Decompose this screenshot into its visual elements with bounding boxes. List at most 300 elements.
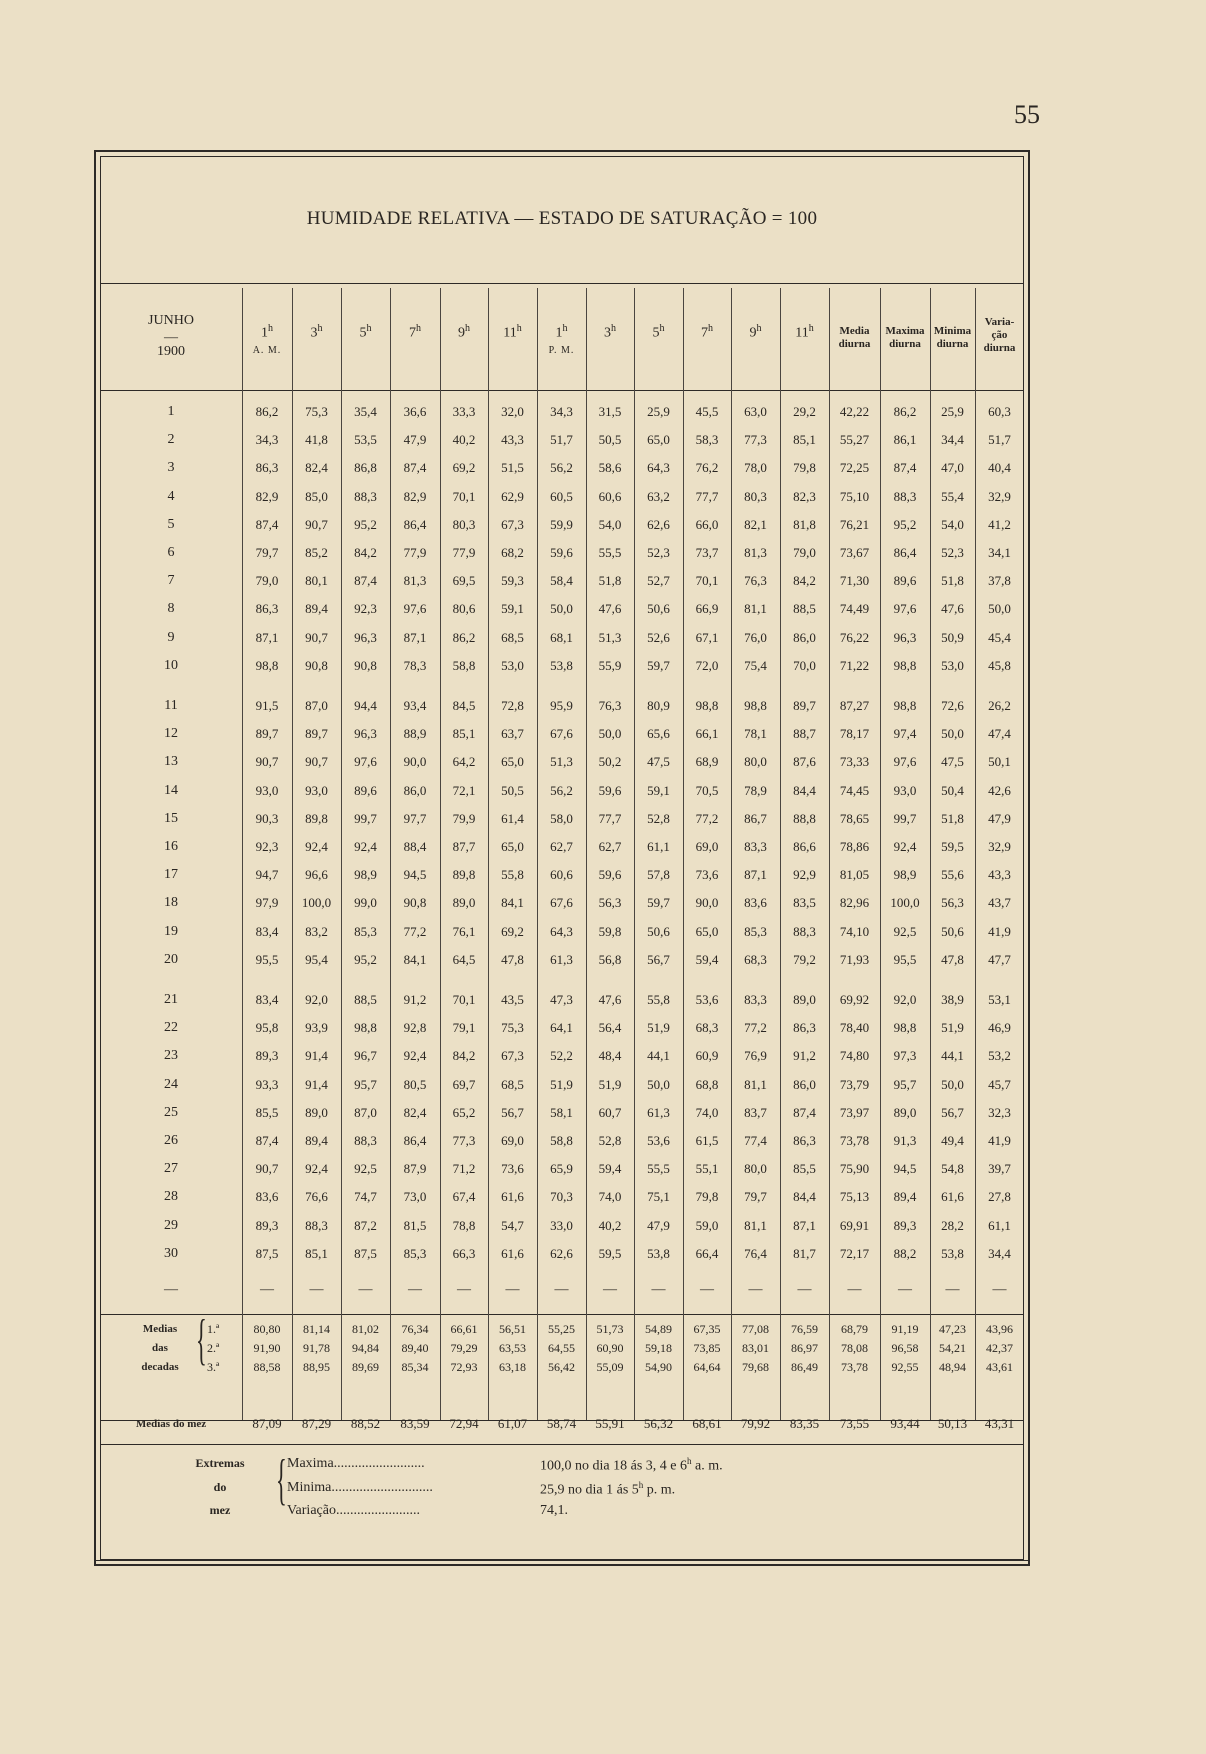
table-cell: 49,4	[941, 1133, 964, 1148]
dash-cell: —	[945, 1282, 960, 1297]
table-cell: 55,6	[941, 867, 964, 883]
table-cell: 84,2	[354, 545, 377, 560]
table-cell: 92,4	[403, 1048, 427, 1064]
table-cell: 83,2	[305, 923, 328, 939]
table-cell: 67,6	[550, 726, 573, 742]
decade-cell: 64,64	[693, 1360, 721, 1374]
dash-cell: —	[898, 1282, 912, 1297]
dash-cell: —	[992, 1282, 1007, 1297]
table-cell: 59,6	[550, 545, 573, 560]
table-cell: 55,9	[598, 657, 622, 673]
table-cell: 58,8	[452, 657, 476, 673]
table-cell: 33,0	[550, 1217, 573, 1233]
decade-cell: 43,61	[986, 1360, 1013, 1374]
table-cell: 31,5	[598, 404, 622, 419]
table-cell: 86,1	[893, 432, 917, 448]
table-cell: 67,6	[550, 895, 573, 911]
table-cell: 88,3	[893, 488, 917, 504]
table-cell: 55,27	[839, 432, 870, 448]
table-cell: 96,3	[893, 629, 917, 645]
table-cell: 98,8	[695, 698, 719, 713]
extreme-maxima-value: 100,0 no dia 18 ás 3, 4 e 6$^h$ a. m.	[540, 1456, 723, 1474]
decade-cell: 81,14	[303, 1322, 330, 1336]
table-cell: 78,86	[839, 839, 870, 854]
hour-header: 1$^h$ A. M.	[252, 323, 282, 356]
table-cell: 87,7	[452, 839, 476, 854]
table-cell: 76,3	[598, 698, 622, 713]
table-cell: 90,7	[255, 1161, 279, 1177]
table-cell: 51,3	[598, 629, 622, 645]
table-cell: 68,5	[501, 1076, 524, 1092]
table-cell: 47,4	[988, 726, 1011, 742]
month-mean-cell: 61,07	[497, 1416, 528, 1431]
table-cell: 47,6	[598, 601, 622, 617]
table-cell: 43,7	[988, 895, 1011, 911]
table-cell: 50,0	[598, 726, 622, 742]
table-cell: 62,7	[550, 839, 573, 854]
table-cell: 46,9	[988, 1020, 1011, 1036]
table-cell: 71,22	[839, 657, 870, 673]
table-cell: 60,6	[598, 488, 622, 504]
table-cell: 33,3	[452, 404, 476, 419]
stat-header: Maxima diurna	[885, 325, 925, 350]
table-cell: 94,7	[255, 867, 279, 883]
table-cell: 83,6	[744, 895, 767, 911]
table-cell: 88,8	[793, 810, 816, 826]
table-cell: 95,5	[255, 951, 279, 967]
table-cell: 92,0	[893, 992, 917, 1007]
table-cell: 89,3	[893, 1217, 917, 1233]
decade-cell: 60,90	[596, 1341, 624, 1355]
table-cell: 60,3	[988, 404, 1011, 419]
decade-cell: 66,61	[450, 1322, 478, 1336]
decade-cell: 89,40	[401, 1341, 429, 1355]
table-cell: 92,3	[354, 601, 377, 617]
decade-cell: 77,08	[742, 1322, 769, 1336]
table-cell: 92,0	[305, 992, 328, 1007]
table-cell: 50,2	[598, 754, 622, 770]
table-cell: 60,7	[598, 1104, 622, 1120]
day-number: 5	[167, 516, 175, 532]
table-cell: 85,5	[793, 1161, 816, 1177]
table-cell: 92,5	[893, 923, 917, 939]
table-cell: 98,9	[354, 867, 377, 883]
table-cell: 66,9	[695, 601, 719, 617]
table-cell: 40,2	[598, 1217, 622, 1233]
table-cell: 83,3	[744, 992, 767, 1007]
table-cell: 53,5	[354, 432, 377, 448]
table-cell: 81,1	[744, 601, 767, 617]
table-cell: 82,4	[305, 460, 328, 476]
table-cell: 50,4	[941, 782, 964, 798]
table-cell: 45,7	[988, 1076, 1011, 1092]
table-cell: 87,2	[354, 1217, 377, 1233]
table-cell: 96,7	[354, 1048, 377, 1064]
table-cell: 69,7	[452, 1076, 476, 1092]
table-cell: 70,1	[695, 573, 719, 589]
table-cell: 50,5	[598, 432, 622, 448]
dash-cell: —	[457, 1282, 471, 1297]
table-cell: 77,2	[403, 923, 427, 939]
table-cell: 47,8	[941, 951, 964, 967]
table-cell: 86,2	[893, 404, 917, 419]
day-number: 22	[164, 1020, 178, 1036]
table-cell: 59,1	[647, 782, 670, 798]
table-cell: 81,3	[403, 573, 427, 589]
table-cell: 87,6	[793, 754, 816, 770]
stub-dash: —	[164, 330, 178, 345]
table-cell: 74,7	[354, 1189, 377, 1205]
table-cell: 62,6	[647, 516, 670, 532]
decade-cell: 86,49	[791, 1360, 818, 1374]
table-cell: 92,9	[793, 867, 816, 883]
table-cell: 83,6	[255, 1189, 279, 1205]
day-number: 15	[164, 810, 178, 826]
table-cell: 73,33	[839, 754, 870, 770]
hour-header: 9$^h$	[458, 323, 470, 341]
table-cell: 51,8	[598, 573, 622, 589]
table-cell: 90,7	[255, 754, 279, 770]
table-cell: 95,2	[354, 516, 377, 532]
table-cell: 47,6	[598, 992, 622, 1007]
table-cell: 95,8	[255, 1020, 279, 1036]
table-cell: 95,5	[893, 951, 917, 967]
table-cell: 97,6	[403, 601, 427, 617]
table-cell: 58,8	[550, 1133, 573, 1148]
table-cell: 38,9	[941, 992, 964, 1007]
table-cell: 68,3	[744, 951, 767, 967]
table-cell: 53,8	[941, 1245, 964, 1261]
table-cell: 75,90	[839, 1161, 870, 1177]
table-cell: 53,6	[647, 1133, 670, 1148]
table-cell: 61,6	[501, 1189, 524, 1205]
table-cell: 88,3	[354, 488, 377, 504]
table-cell: 95,4	[305, 951, 328, 967]
table-cell: 98,8	[893, 698, 917, 713]
table-cell: 86,3	[255, 460, 279, 476]
table-cell: 50,5	[501, 782, 524, 798]
table-cell: 43,3	[501, 432, 524, 448]
table-cell: 54,8	[941, 1161, 964, 1177]
table-cell: 69,2	[501, 923, 524, 939]
table-cell: 80,1	[305, 573, 328, 589]
table-cell: 59,5	[941, 839, 964, 854]
table-cell: 67,3	[501, 1048, 524, 1064]
table-cell: 73,6	[695, 867, 719, 883]
table-cell: 58,4	[550, 573, 573, 589]
table-cell: 90,8	[403, 895, 427, 911]
extreme-maxima-label: Maxima..........................	[287, 1456, 425, 1471]
table-cell: 81,7	[793, 1245, 816, 1261]
decade-cell: 91,90	[253, 1341, 281, 1355]
table-cell: 75,3	[501, 1020, 524, 1036]
table-cell: 40,4	[988, 460, 1011, 476]
extreme-minima-value: 25,9 no dia 1 ás 5$^h$ p. m.	[540, 1480, 676, 1498]
table-cell: 56,2	[550, 460, 573, 476]
table-cell: 63,0	[744, 404, 767, 419]
table-cell: 45,5	[695, 404, 719, 419]
table-cell: 59,1	[501, 601, 524, 617]
table-cell: 69,5	[452, 573, 476, 589]
table-cell: 61,6	[941, 1189, 964, 1205]
table-cell: 71,2	[452, 1161, 476, 1177]
table-cell: 50,6	[941, 923, 964, 939]
table-cell: 76,1	[452, 923, 476, 939]
table-cell: 74,0	[695, 1104, 719, 1120]
table-cell: 41,8	[305, 432, 328, 448]
table-cell: 76,22	[839, 629, 870, 645]
table-rule	[100, 1314, 1024, 1315]
table-cell: 34,4	[988, 1245, 1011, 1261]
table-cell: 82,9	[403, 488, 427, 504]
extreme-minima-label: Minima.............................	[287, 1480, 433, 1495]
table-cell: 62,7	[598, 839, 622, 854]
table-cell: 55,8	[647, 992, 670, 1007]
table-cell: 59,4	[695, 951, 719, 967]
page-number: 55	[1014, 100, 1040, 129]
table-cell: 95,7	[354, 1076, 377, 1092]
table-cell: 65,6	[647, 726, 670, 742]
table-cell: 42,22	[839, 404, 870, 419]
table-cell: 87,27	[839, 698, 870, 713]
leader-dots: ........................	[335, 1503, 420, 1518]
table-cell: 75,4	[744, 657, 767, 673]
table-cell: 98,8	[744, 698, 767, 713]
dash-row-day: —	[164, 1282, 178, 1297]
decade-cell: 88,95	[303, 1360, 330, 1374]
extremes-label-2: do	[213, 1480, 227, 1494]
table-cell: 47,0	[941, 460, 964, 476]
table-cell: 56,3	[941, 895, 964, 911]
table-cell: 44,1	[647, 1048, 670, 1064]
table-cell: 70,0	[793, 657, 816, 673]
table-cell: 89,4	[893, 1189, 917, 1205]
table-cell: 26,2	[988, 698, 1011, 713]
table-cell: 87,4	[893, 460, 917, 476]
month-mean-cell: 93,44	[890, 1416, 920, 1431]
table-cell: 81,5	[403, 1217, 427, 1233]
table-cell: 89,6	[354, 782, 377, 798]
bottom-rule	[96, 1560, 1028, 1561]
table-cell: 84,4	[793, 782, 816, 798]
table-cell: 56,2	[550, 782, 573, 798]
table-cell: 89,6	[893, 573, 917, 589]
table-cell: 34,4	[941, 432, 964, 448]
table-cell: 73,6	[501, 1161, 524, 1177]
day-number: 9	[167, 629, 175, 645]
table-cell: 79,7	[744, 1189, 767, 1205]
table-cell: 86,3	[255, 601, 279, 617]
table-cell: 83,5	[793, 895, 816, 911]
table-cell: 64,3	[550, 923, 573, 939]
month-mean-cell: 83,59	[400, 1416, 430, 1431]
month-mean-cell: 68,61	[692, 1416, 722, 1431]
table-cell: 71,30	[839, 573, 870, 589]
table-cell: 89,7	[305, 726, 328, 742]
table-cell: 86,8	[354, 460, 377, 476]
month-mean-cell: 73,55	[839, 1416, 870, 1431]
table-cell: 68,8	[695, 1076, 719, 1092]
table-cell: 86,2	[255, 404, 279, 419]
table-cell: 78,9	[744, 782, 767, 798]
table-cell: 95,2	[354, 951, 377, 967]
table-cell: 93,0	[255, 782, 279, 798]
table-cell: 86,7	[744, 810, 767, 826]
table-cell: 53,0	[941, 657, 964, 673]
table-cell: 93,0	[305, 782, 328, 798]
table-cell: 99,7	[893, 810, 917, 826]
table-cell: 78,65	[839, 810, 870, 826]
table-cell: 82,1	[744, 516, 767, 532]
table-cell: 61,4	[501, 810, 524, 826]
table-cell: 73,0	[403, 1189, 427, 1205]
table-cell: 69,91	[839, 1217, 870, 1233]
table-cell: 50,6	[647, 923, 670, 939]
table-cell: 76,6	[305, 1189, 328, 1205]
table-cell: 92,3	[255, 839, 279, 854]
month-mean-cell: 79,92	[740, 1416, 771, 1431]
table-cell: 76,0	[744, 629, 767, 645]
table-cell: 77,3	[452, 1133, 476, 1148]
table-cell: 79,0	[255, 573, 279, 589]
table-cell: 58,3	[695, 432, 719, 448]
table-cell: 59,6	[598, 867, 622, 883]
table-cell: 98,9	[893, 867, 917, 883]
day-number: 30	[164, 1245, 178, 1261]
table-cell: 88,7	[793, 726, 816, 742]
table-cell: 51,5	[501, 460, 524, 476]
table-cell: 59,4	[598, 1161, 622, 1177]
table-cell: 52,6	[647, 629, 670, 645]
extreme-variacao-label: Variação........................	[287, 1503, 420, 1518]
table-cell: 53,2	[988, 1048, 1011, 1064]
decade-cell: 81,02	[352, 1322, 379, 1336]
table-cell: 82,96	[839, 895, 870, 911]
table-cell: 58,6	[598, 460, 622, 476]
table-cell: 41,9	[988, 923, 1011, 939]
dash-cell: —	[554, 1282, 569, 1297]
day-number: 6	[167, 545, 175, 560]
table-cell: 89,4	[305, 1133, 328, 1148]
table-cell: 95,9	[550, 698, 573, 713]
table-cell: 92,8	[403, 1020, 427, 1036]
table-cell: 79,7	[255, 545, 279, 560]
table-cell: 73,67	[839, 545, 870, 560]
table-cell: 47,8	[501, 951, 524, 967]
table-cell: 61,6	[501, 1245, 524, 1261]
table-cell: 47,5	[941, 754, 964, 770]
table-cell: 73,79	[839, 1076, 870, 1092]
table-cell: 79,1	[452, 1020, 476, 1036]
table-cell: 91,2	[793, 1048, 816, 1064]
month-mean-cell: 87,09	[252, 1416, 282, 1431]
table-cell: 91,3	[893, 1133, 917, 1148]
table-cell: 86,0	[793, 1076, 816, 1092]
table-cell: 37,8	[988, 573, 1011, 589]
table-cell: 92,4	[305, 839, 328, 854]
stat-header: Varia- ção diurna	[983, 316, 1016, 354]
table-cell: 80,6	[452, 601, 476, 617]
table-cell: 67,4	[452, 1189, 476, 1205]
table-cell: 55,5	[647, 1161, 670, 1177]
table-cell: 74,10	[839, 923, 870, 939]
table-cell: 55,8	[501, 867, 524, 883]
table-cell: 88,5	[354, 992, 377, 1007]
decade-cell: 63,18	[499, 1360, 526, 1374]
table-cell: 63,7	[501, 726, 524, 742]
month-mean-label: Medias do mez	[135, 1418, 207, 1430]
table-cell: 73,7	[695, 545, 719, 560]
decade-cell: 59,18	[645, 1341, 672, 1355]
day-number: 4	[167, 488, 175, 504]
table-cell: 59,7	[647, 657, 670, 673]
table-cell: 67,3	[501, 516, 524, 532]
table-cell: 53,8	[647, 1245, 670, 1261]
table-cell: 52,8	[598, 1133, 622, 1148]
day-number: 21	[164, 992, 178, 1007]
table-cell: 87,9	[403, 1161, 427, 1177]
dash-cell: —	[603, 1282, 617, 1297]
stat-header: Media diurna	[838, 325, 871, 350]
table-cell: 90,7	[305, 629, 328, 645]
decade-label: das	[152, 1342, 168, 1354]
dash-cell: —	[797, 1282, 812, 1297]
table-cell: 87,0	[354, 1104, 377, 1120]
day-number: 7	[167, 573, 175, 589]
table-cell: 59,9	[550, 516, 573, 532]
month-mean-cell: 43,31	[984, 1416, 1015, 1431]
table-cell: 72,8	[501, 698, 524, 713]
table-cell: 90,8	[354, 657, 377, 673]
table-cell: 76,9	[744, 1048, 767, 1064]
table-cell: 77,9	[452, 545, 476, 560]
table-cell: 89,7	[255, 726, 279, 742]
table-cell: 77,2	[695, 810, 719, 826]
table-cell: 72,6	[941, 698, 964, 713]
table-cell: 51,8	[941, 810, 964, 826]
table-cell: 81,05	[839, 867, 870, 883]
table-cell: 76,21	[839, 516, 870, 532]
day-number: 18	[164, 895, 178, 911]
table-cell: 66,4	[695, 1245, 719, 1261]
decade-cell: 79,68	[742, 1360, 769, 1374]
decade-label: Medias	[142, 1323, 178, 1335]
day-number: 19	[164, 923, 178, 939]
table-rule	[100, 283, 1024, 284]
dash-cell: —	[505, 1282, 520, 1297]
table-cell: 86,4	[403, 1133, 427, 1148]
table-cell: 44,1	[941, 1048, 964, 1064]
decade-cell: 48,94	[939, 1360, 966, 1374]
table-cell: 98,8	[354, 1020, 377, 1036]
table-cell: 53,8	[550, 657, 573, 673]
table-cell: 74,0	[598, 1189, 622, 1205]
table-rule	[100, 390, 1024, 391]
table-cell: 51,9	[550, 1076, 573, 1092]
table-cell: 89,8	[305, 810, 328, 826]
table-cell: 86,4	[893, 545, 917, 560]
month-mean-cell: 72,94	[449, 1416, 479, 1431]
table-cell: 89,0	[793, 992, 816, 1007]
table-cell: 83,3	[744, 839, 767, 854]
decade-cell: 43,96	[986, 1322, 1013, 1336]
day-number: 24	[164, 1076, 178, 1092]
table-cell: 99,0	[354, 895, 377, 911]
table-cell: 77,7	[695, 488, 719, 504]
decade-cell: 91,78	[303, 1341, 330, 1355]
table-cell: 47,9	[988, 810, 1011, 826]
table-cell: 86,3	[793, 1020, 816, 1036]
